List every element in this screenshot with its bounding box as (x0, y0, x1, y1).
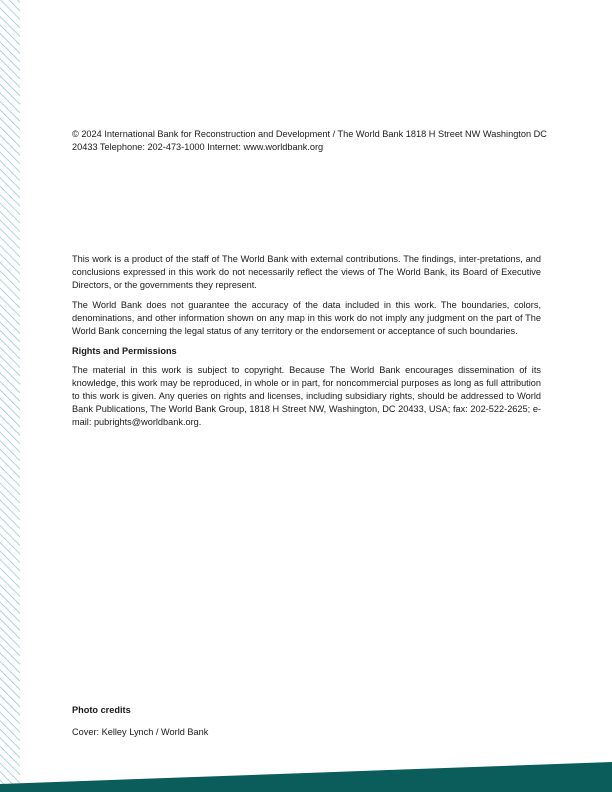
disclaimer-paragraph-accuracy: The World Bank does not guarantee the accuracy of the data included in this work. The boundaries, colors, denominations, and other information shown on any map in this work do not imply any judgment on the part of The World Bank concerning the legal status of any territory or the endorsement or acceptance of such boundaries. (72, 300, 541, 336)
footer-band-shape (0, 762, 612, 792)
cover-credit: Cover: Kelley Lynch / World Bank (72, 727, 209, 737)
rights-paragraph: The material in this work is subject to copyright. Because The World Bank encourages dissemination of its knowledge, this work may be reproduced, in whole or in part, for noncommercial purposes as long as full attribution to this work is given. Any queries on rights and licenses, including subsidiary rights, should be addressed to World Bank Publications, The World Bank Group, 1818 H Street NW, Washington, DC 20433, USA; fax: 202-522-2625; e-mail: pubrights@worldbank.org. (72, 365, 541, 427)
photo-credits-heading: Photo credits (72, 705, 131, 715)
copyright-text: © 2024 International Bank for Reconstruction and Development / The World Bank 1818 H Street NW Washington DC 20433 Telephone: 202-473-1000 Internet: www.worldbank.org (72, 129, 547, 152)
disclaimer-paragraph-staff: This work is a product of the staff of The World Bank with external contributions. The findings, inter-pretations, and conclusions expressed in this work do not necessarily reflect the views of The World Bank, its Board of Executive Directors, or the governments they represent. (72, 254, 541, 290)
legal-text-block (72, 253, 541, 436)
hatched-border-decoration (0, 0, 20, 792)
footer-band-decoration (0, 762, 612, 792)
rights-heading: Rights and Permissions (72, 346, 177, 356)
photo-credits-section (72, 704, 542, 739)
copyright-notice (72, 128, 552, 154)
